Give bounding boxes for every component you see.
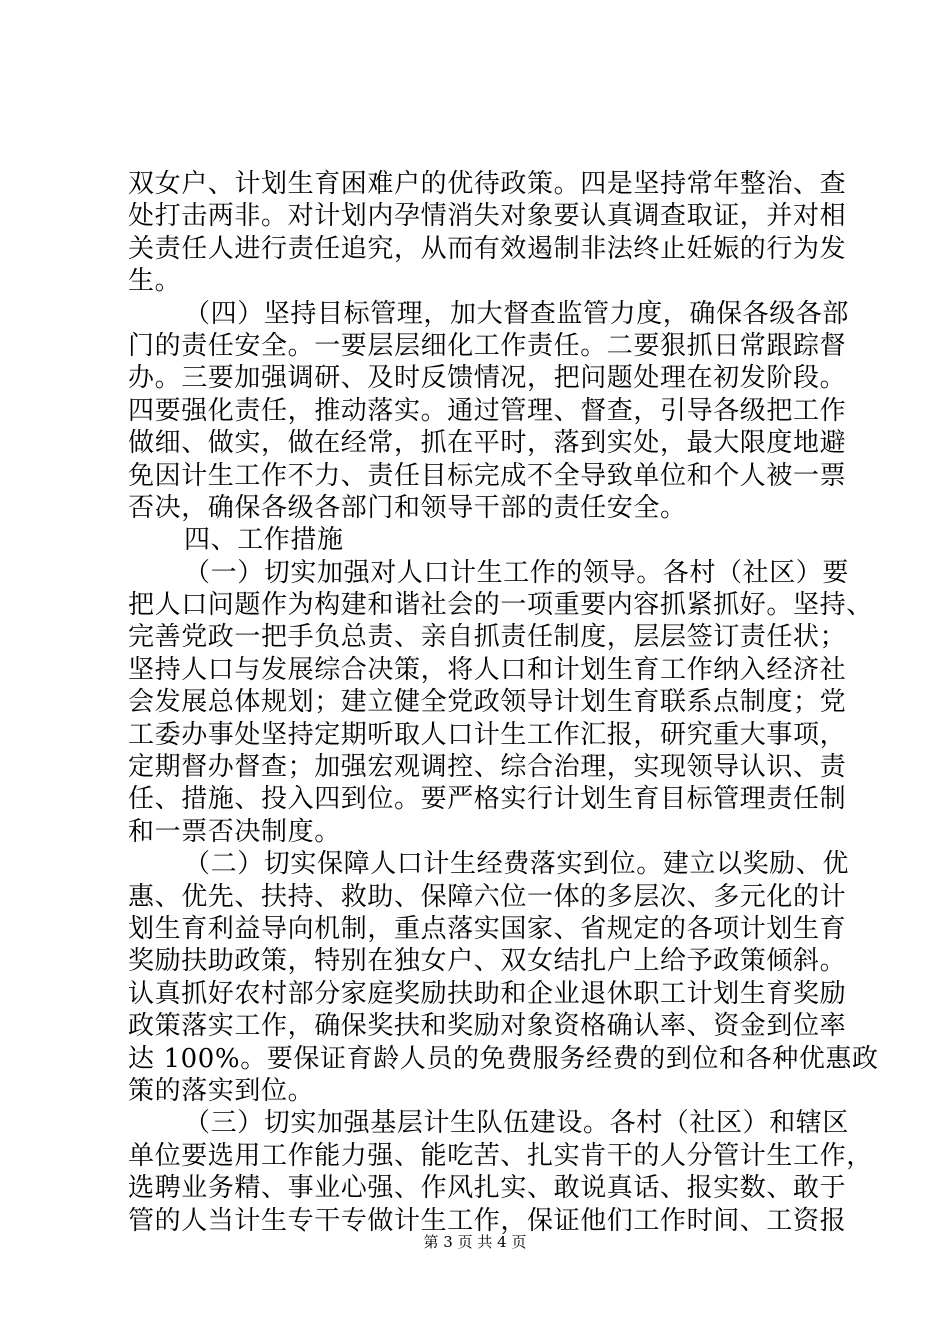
text-line: 策的落实到位。	[128, 1075, 315, 1106]
text-line: 选聘业务精、事业心强、作风扎实、敢说真话、报实数、敢于	[128, 1173, 847, 1204]
text-line: 办。三要加强调研、及时反馈情况，把问题处理在初发阶段。	[128, 363, 847, 394]
text-line: 关责任人进行责任追究，从而有效遏制非法终止妊娠的行为发	[128, 233, 847, 264]
text-line: 会发展总体规划；建立健全党政领导计划生育联系点制度；党	[128, 687, 847, 718]
paragraph-first-line: （一）切实加强对人口计生工作的领导。各村（社区）要	[184, 557, 850, 588]
text-line: 完善党政一把手负总责、亲自抓责任制度，层层签订责任状；	[128, 622, 847, 653]
text-line: 任、措施、投入四到位。要严格实行计划生育目标管理责任制	[128, 784, 847, 815]
text-line: 政策落实工作，确保奖扶和奖励对象资格确认率、资金到位率	[128, 1011, 847, 1042]
text-line: 划生育利益导向机制，重点落实国家、省规定的各项计划生育	[128, 913, 847, 944]
text-line: 管的人当计生专干专做计生工作，保证他们工作时间、工资报	[128, 1205, 847, 1236]
paragraph-first-line: （二）切实保障人口计生经费落实到位。建立以奖励、优	[184, 849, 850, 880]
text-line: 惠、优先、扶持、救助、保障六位一体的多层次、多元化的计	[128, 881, 847, 912]
paragraph-first-line: （四）坚持目标管理，加大督查监管力度，确保各级各部	[184, 298, 850, 329]
text-line: 把人口问题作为构建和谐社会的一项重要内容抓紧抓好。坚持、	[128, 590, 873, 621]
section-heading: 四、工作措施	[184, 525, 344, 556]
text-line: 认真抓好农村部分家庭奖励扶助和企业退休职工计划生育奖励	[128, 978, 847, 1009]
document-body	[128, 168, 879, 1237]
text-line: 处打击两非。对计划内孕情消失对象要认真调查取证，并对相	[128, 201, 847, 232]
page-number-label: 第 3 页 共 4 页	[423, 1233, 527, 1251]
text-line: 否决，确保各级各部门和领导干部的责任安全。	[128, 492, 687, 523]
text-line: 四要强化责任，推动落实。通过管理、督查，引导各级把工作	[128, 395, 847, 426]
text-line: 门的责任安全。一要层层细化工作责任。二要狠抓日常跟踪督	[128, 330, 847, 361]
text-line: 定期督办督查；加强宏观调控、综合治理，实现领导认识、责	[128, 752, 847, 783]
text-line: 生。	[128, 266, 182, 297]
text-line: 单位要选用工作能力强、能吃苦、扎实肯干的人分管计生工作，	[128, 1140, 873, 1171]
page-footer	[0, 1232, 950, 1252]
text-line: 双女户、计划生育困难户的优待政策。四是坚持常年整治、查	[128, 169, 847, 199]
text-line: 免因计生工作不力、责任目标完成不全导致单位和个人被一票	[128, 460, 847, 491]
text-line: 做细、做实，做在经常，抓在平时，落到实处，最大限度地避	[128, 428, 847, 459]
text-line: 和一票否决制度。	[128, 816, 341, 847]
paragraph-first-line: （三）切实加强基层计生队伍建设。各村（社区）和辖区	[184, 1108, 850, 1139]
text-line: 达 100%。要保证育龄人员的免费服务经费的到位和各种优惠政	[128, 1043, 879, 1074]
text-line: 工委办事处坚持定期听取人口计生工作汇报，研究重大事项，	[128, 719, 847, 750]
text-line: 坚持人口与发展综合决策，将人口和计划生育工作纳入经济社	[128, 654, 847, 685]
text-line: 奖励扶助政策，特别在独女户、双女结扎户上给予政策倾斜。	[128, 946, 847, 977]
